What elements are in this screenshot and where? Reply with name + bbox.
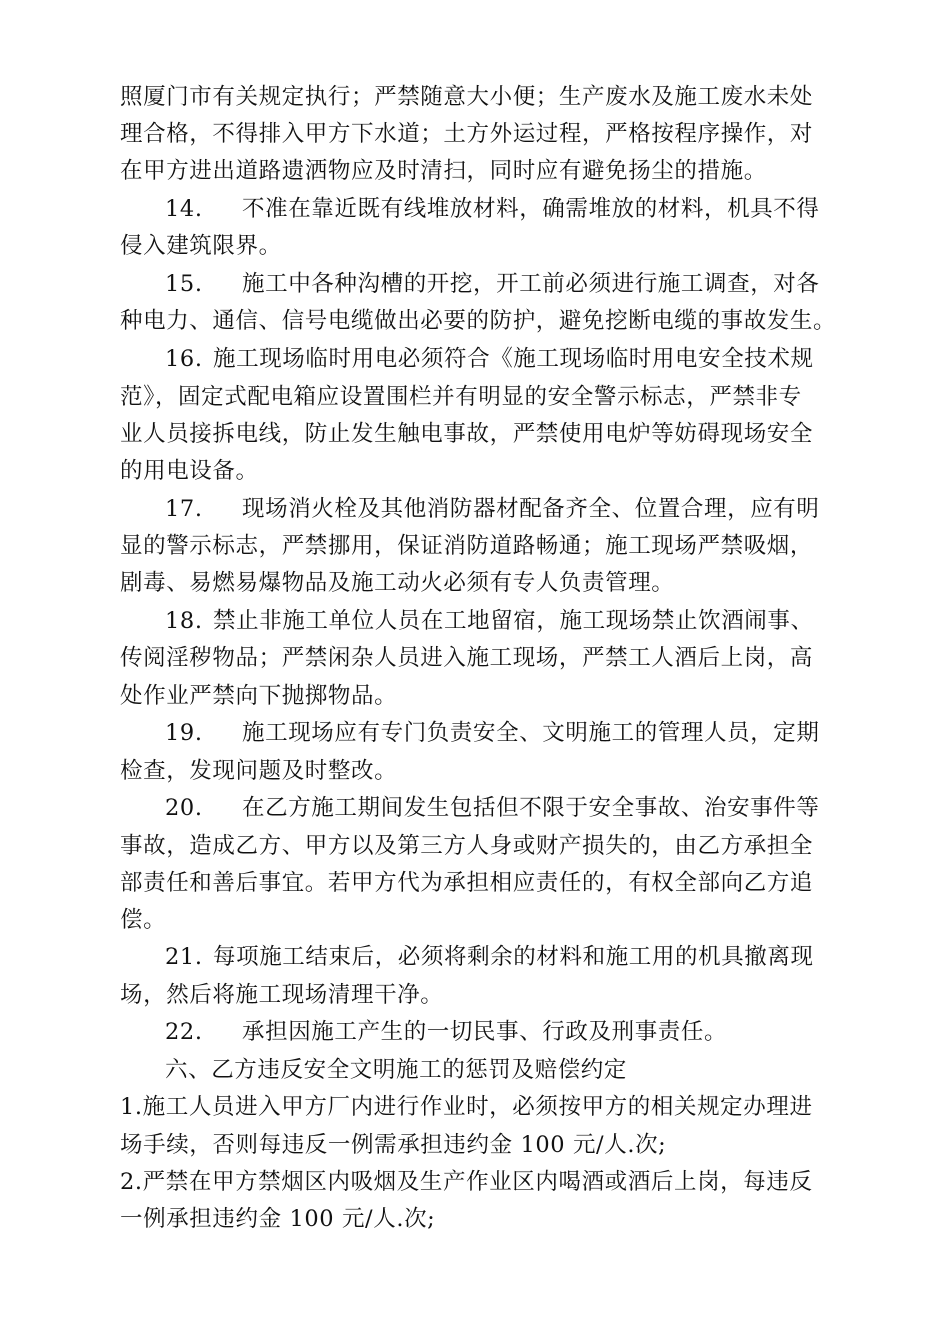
clause-17-first-line xyxy=(165,493,885,525)
clause-text: 施工现场临时用电必须符合《施工现场临时用电安全技术规 xyxy=(213,346,814,372)
paragraph-line: 处作业严禁向下抛掷物品。 xyxy=(120,683,398,709)
paragraph-line: 场，然后将施工现场清理干净。 xyxy=(120,982,444,1008)
paragraph-line: 侵入建筑限界。 xyxy=(120,233,282,259)
clause-14-first-line xyxy=(165,193,885,225)
clause-19-first-line xyxy=(165,717,885,749)
paragraph-line: 种电力、通信、信号电缆做出必要的防护，避免挖断电缆的事故发生。 xyxy=(120,308,837,334)
clause-21-first-line xyxy=(165,941,885,973)
clause-number: 19. xyxy=(165,720,203,746)
clause-number: 17. xyxy=(165,496,203,522)
paragraph-line: 的用电设备。 xyxy=(120,458,259,484)
clause-text: 在乙方施工期间发生包括但不限于安全事故、治安事件等 xyxy=(242,795,820,821)
clause-15-first-line xyxy=(165,268,885,300)
paragraph-line: 检查，发现问题及时整改。 xyxy=(120,758,398,784)
clause-text: 施工中各种沟槽的开挖，开工前必须进行施工调查，对各 xyxy=(242,271,820,297)
clause-18-first-line xyxy=(165,605,885,637)
paragraph-line: 事故，造成乙方、甲方以及第三方人身或财产损失的，由乙方承担全 xyxy=(120,833,814,859)
penalty-item-line: 2.严禁在甲方禁烟区内吸烟及生产作业区内喝酒或酒后上岗，每违反 xyxy=(120,1169,813,1195)
paragraph-line: 照厦门市有关规定执行；严禁随意大小便；生产废水及施工废水未处 xyxy=(120,84,814,110)
clause-16-first-line xyxy=(165,343,885,375)
clause-number: 22. xyxy=(165,1019,203,1045)
paragraph-line: 显的警示标志，严禁挪用，保证消防道路畅通；施工现场严禁吸烟， xyxy=(120,533,814,559)
clause-number: 20. xyxy=(165,795,203,821)
clause-text: 现场消火栓及其他消防器材配备齐全、位置合理，应有明 xyxy=(242,496,820,522)
clause-text: 禁止非施工单位人员在工地留宿，施工现场禁止饮酒闹事、 xyxy=(213,608,814,634)
paragraph-line: 偿。 xyxy=(120,907,167,933)
clause-text: 施工现场应有专门负责安全、文明施工的管理人员，定期 xyxy=(242,720,820,746)
penalty-item-line: 1.施工人员进入甲方厂内进行作业时，必须按甲方的相关规定办理进 xyxy=(120,1094,813,1120)
paragraph-line: 范》，固定式配电箱应设置围栏并有明显的安全警示标志，严禁非专 xyxy=(120,384,802,410)
paragraph-line: 在甲方进出道路遗洒物应及时清扫，同时应有避免扬尘的措施。 xyxy=(120,158,767,184)
clause-text: 承担因施工产生的一切民事、行政及刑事责任。 xyxy=(242,1019,728,1045)
paragraph-line: 理合格，不得排入甲方下水道；土方外运过程，严格按程序操作，对 xyxy=(120,121,814,147)
paragraph-line: 传阅淫秽物品；严禁闲杂人员进入施工现场，严禁工人酒后上岗，高 xyxy=(120,645,814,671)
paragraph-line: 剧毒、易燃易爆物品及施工动火必须有专人负责管理。 xyxy=(120,570,675,596)
clause-text: 每项施工结束后，必须将剩余的材料和施工用的机具撤离现 xyxy=(213,944,814,970)
penalty-item-line: 场手续，否则每违反一例需承担违约金 100 元/人.次; xyxy=(120,1132,667,1158)
clause-22-first-line xyxy=(165,1016,885,1048)
paragraph-line: 部责任和善后事宜。若甲方代为承担相应责任的，有权全部向乙方追 xyxy=(120,870,814,896)
section-heading: 六、乙方违反安全文明施工的惩罚及赔偿约定 xyxy=(165,1057,628,1083)
clause-number: 18. xyxy=(165,608,203,634)
clause-20-first-line xyxy=(165,792,885,824)
paragraph-line: 业人员接拆电线，防止发生触电事故，严禁使用电炉等妨碍现场安全 xyxy=(120,421,814,447)
penalty-item-line: 一例承担违约金 100 元/人.次; xyxy=(120,1206,436,1232)
clause-number: 15. xyxy=(165,271,203,297)
clause-number: 14. xyxy=(165,196,203,222)
clause-number: 21. xyxy=(165,944,203,970)
clause-text: 不准在靠近既有线堆放材料，确需堆放的材料，机具不得 xyxy=(242,196,820,222)
clause-number: 16. xyxy=(165,346,203,372)
